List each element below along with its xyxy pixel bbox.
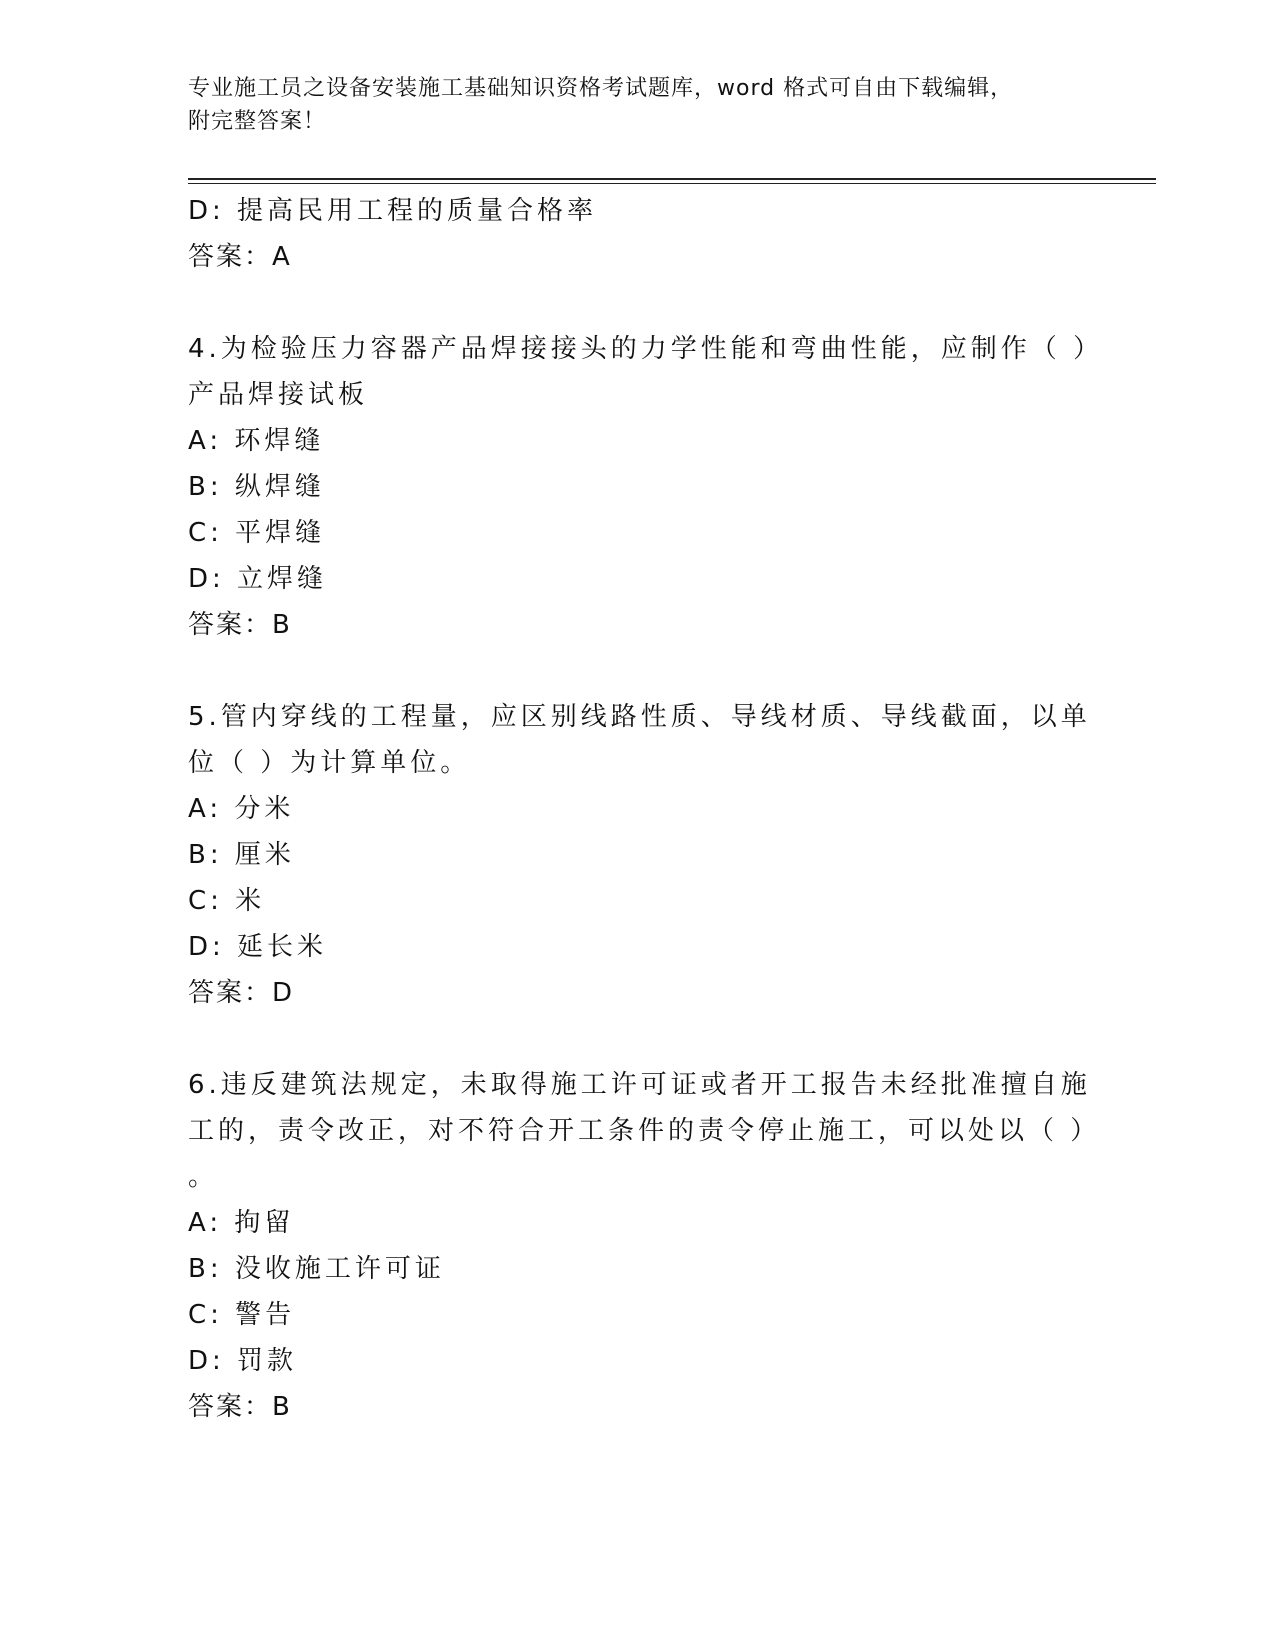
- question-stem-line: 6.违反建筑法规定，未取得施工许可证或者开工报告未经批准擅自施: [188, 1070, 1091, 1100]
- option-b: B: 没收施工许可证: [188, 1254, 445, 1284]
- question-stem-line: 4.为检验压力容器产品焊接接头的力学性能和弯曲性能，应制作（ ）: [188, 334, 1104, 364]
- prev-question-answer: 答案：A: [188, 242, 292, 272]
- option-d: D: 延长米: [188, 932, 328, 962]
- answer-line: 答案：D: [188, 978, 295, 1008]
- option-d: D: 立焊缝: [188, 564, 328, 594]
- question-content: [188, 188, 1104, 1430]
- option-c: C: 平焊缝: [188, 518, 326, 548]
- header-line-2: 附完整答案！: [188, 109, 327, 134]
- option-a: A: 拘留: [188, 1208, 295, 1238]
- question-stem-line: 5.管内穿线的工程量，应区别线路性质、导线材质、导线截面，以单: [188, 702, 1091, 732]
- option-b: B: 纵焊缝: [188, 472, 325, 502]
- document-header: [188, 72, 1068, 138]
- answer-line: 答案：B: [188, 1392, 292, 1422]
- option-b: B: 厘米: [188, 840, 295, 870]
- question-stem-line: 产品焊接试板: [188, 380, 369, 410]
- question-5: [188, 694, 1091, 1016]
- header-line-1: 专业施工员之设备安装施工基础知识资格考试题库，word 格式可自由下载编辑，: [188, 76, 1014, 101]
- option-c: C: 米: [188, 886, 266, 916]
- option-c: C: 警告: [188, 1300, 296, 1330]
- answer-line: 答案：B: [188, 610, 292, 640]
- question-stem-line: 。: [188, 1162, 219, 1192]
- prev-question-option-d: D: 提高民用工程的质量合格率: [188, 196, 598, 226]
- option-a: A: 环焊缝: [188, 426, 325, 456]
- header-divider-thin: [188, 183, 1156, 184]
- question-4: [188, 326, 1104, 648]
- option-d: D: 罚款: [188, 1346, 298, 1376]
- question-stem-line: 工的，责令改正，对不符合开工条件的责令停止施工，可以处以（ ）: [188, 1116, 1101, 1146]
- header-divider-thick: [188, 178, 1156, 180]
- question-stem-line: 位（ ）为计算单位。: [188, 748, 471, 778]
- option-a: A: 分米: [188, 794, 295, 824]
- question-6: [188, 1062, 1101, 1430]
